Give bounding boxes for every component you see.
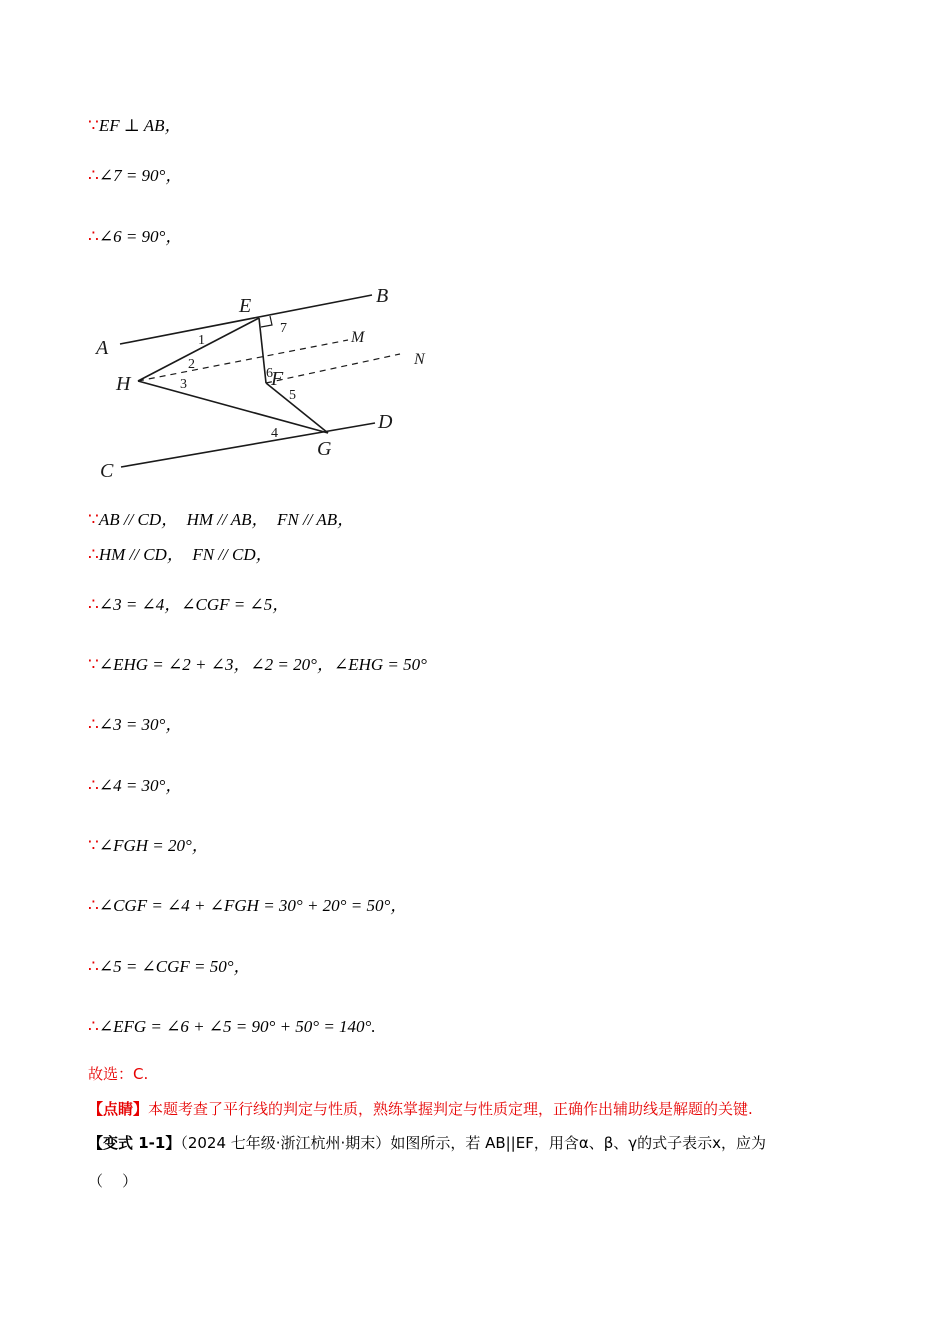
proof-step: ∵AB // CD， HM // AB， FN // AB， bbox=[88, 510, 355, 529]
answer-blank: （ ） bbox=[88, 1172, 138, 1190]
comment bbox=[88, 1098, 753, 1120]
segment-hg bbox=[138, 381, 328, 433]
angle-label-7: 7 bbox=[280, 321, 287, 336]
proof-step: ∴∠7 = 90°， bbox=[88, 166, 183, 185]
label-n: N bbox=[414, 351, 425, 368]
proof-step: ∴∠6 = 90°， bbox=[88, 227, 183, 246]
variant-source: （2024 七年级·浙江杭州·期末） bbox=[180, 1134, 391, 1152]
proof-step: ∴HM // CD， FN // CD， bbox=[88, 545, 273, 564]
comment-tag: 【点睛】 bbox=[88, 1100, 149, 1118]
geometry-figure bbox=[88, 280, 438, 485]
proof-step: ∴∠3 = 30°， bbox=[88, 715, 183, 734]
angle-label-4: 4 bbox=[271, 426, 278, 441]
answer-choice: 故选：C. bbox=[88, 1065, 149, 1083]
proof-step: ∵∠EHG = ∠2 + ∠3，∠2 = 20°，∠EHG = 50° bbox=[88, 655, 427, 674]
proof-step: ∴∠CGF = ∠4 + ∠FGH = 30° + 20° = 50°， bbox=[88, 896, 408, 915]
label-m: M bbox=[351, 329, 365, 346]
line-cd bbox=[121, 423, 375, 467]
label-h: H bbox=[116, 373, 131, 395]
angle-label-1: 1 bbox=[198, 333, 205, 348]
label-b: B bbox=[376, 285, 389, 307]
label-d: D bbox=[378, 411, 393, 433]
angle-label-5: 5 bbox=[289, 388, 296, 403]
proof-step: ∵∠FGH = 20°， bbox=[88, 836, 209, 855]
comment-text: 本题考查了平行线的判定与性质，熟练掌握判定与性质定理，正确作出辅助线是解题的关键. bbox=[148, 1100, 753, 1118]
segment-he bbox=[138, 318, 259, 381]
label-a: A bbox=[96, 337, 109, 359]
label-f: F bbox=[271, 368, 284, 390]
angle-label-3: 3 bbox=[180, 377, 187, 392]
variant-tag: 【变式 1-1】 bbox=[88, 1134, 181, 1152]
angle-label-2: 2 bbox=[188, 357, 195, 372]
proof-step: ∴∠EFG = ∠6 + ∠5 = 90° + 50° = 140°. bbox=[88, 1017, 376, 1036]
label-e: E bbox=[239, 295, 252, 317]
segment-ef bbox=[259, 318, 266, 383]
line-fn bbox=[266, 354, 400, 383]
variant-question bbox=[88, 1132, 766, 1154]
proof-step: ∴∠3 = ∠4，∠CGF = ∠5， bbox=[88, 595, 290, 614]
label-c: C bbox=[100, 460, 114, 482]
proof-step: ∴∠4 = 30°， bbox=[88, 776, 183, 795]
right-angle-mark bbox=[261, 316, 272, 327]
proof-step: ∴∠5 = ∠CGF = 50°， bbox=[88, 957, 251, 976]
proof-step: ∵EF ⊥ AB， bbox=[88, 116, 182, 135]
line-hm bbox=[138, 340, 348, 381]
label-g: G bbox=[317, 438, 332, 460]
angle-label-6: 6 bbox=[266, 366, 273, 381]
variant-text: 如图所示，若 AB||EF，用含α、β、γ的式子表示x，应为 bbox=[390, 1134, 767, 1152]
